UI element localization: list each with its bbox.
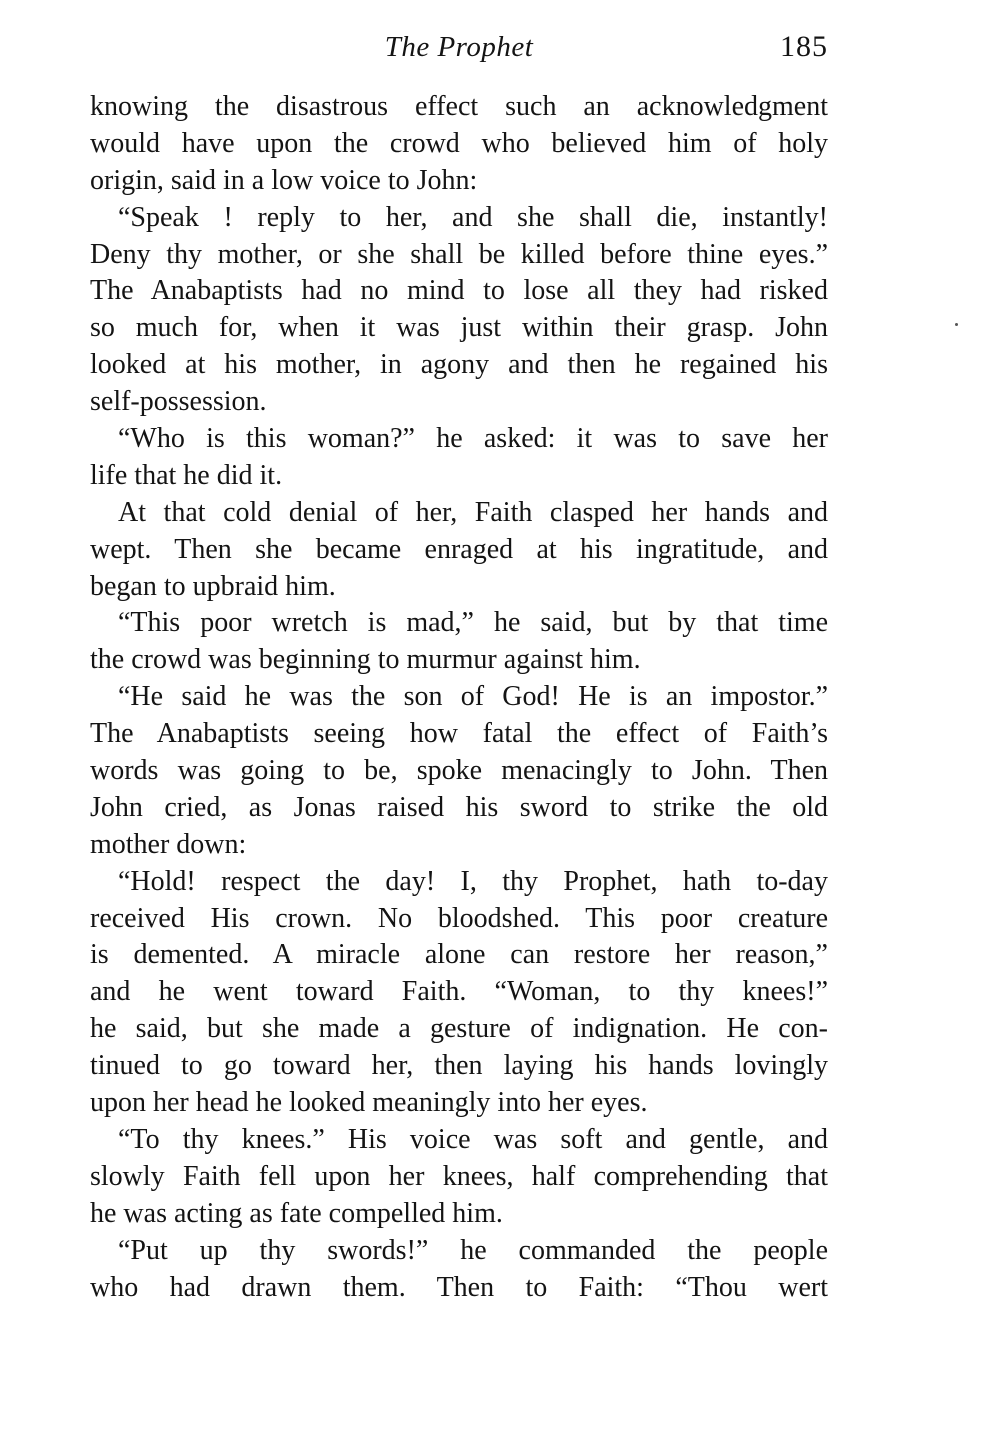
text-line: who had drawn them. Then to Faith: “Thou wert: [90, 1271, 828, 1303]
text-line: received His crown. No bloodshed. This poor creature: [90, 902, 828, 934]
text-line: looked at his mother, in agony and then he regained his: [90, 349, 828, 381]
text-line: knowing the disastrous effect such an acknowledgment: [90, 91, 828, 122]
text-line: self-possession.: [90, 386, 267, 418]
text-line: upon her head he looked meaningly into her eyes.: [90, 1087, 648, 1119]
text-line: wept. Then she became enraged at his ingratitude, and: [90, 533, 828, 565]
text-line: mother down:: [90, 828, 247, 860]
text-line: life that he did it.: [90, 459, 283, 491]
text-line: so much for, when it was just within their grasp. John: [90, 312, 828, 344]
scan-speck: [955, 323, 958, 326]
text-line: is demented. A miracle alone can restore her reason,”: [90, 939, 828, 971]
text-line: “Speak ! reply to her, and she shall die, instantly!: [118, 201, 828, 233]
text-line: “Hold! respect the day! I, thy Prophet, hath to-day: [118, 865, 828, 897]
text-line: he was acting as fate compelled him.: [90, 1197, 503, 1229]
text-line: The Anabaptists had no mind to lose all they had risked: [90, 275, 828, 307]
text-line: “To thy knees.” His voice was soft and gentle, and: [118, 1123, 828, 1155]
text-line: slowly Faith fell upon her knees, half comprehending that: [90, 1160, 828, 1192]
text-line: tinued to go toward her, then laying his hands lovingly: [90, 1050, 828, 1082]
body-text: [90, 89, 828, 1306]
text-line: “Put up thy swords!” he commanded the people: [118, 1234, 828, 1266]
text-line: Deny thy mother, or she shall be killed before thine eyes.”: [90, 238, 828, 270]
text-line: “Who is this woman?” he asked: it was to save her: [118, 423, 828, 455]
text-line: and he went toward Faith. “Woman, to thy knees!”: [90, 976, 828, 1008]
text-line: John cried, as Jonas raised his sword to strike the old: [90, 791, 828, 823]
text-line: “This poor wretch is mad,” he said, but by that time: [118, 607, 828, 639]
text-line: origin, said in a low voice to John:: [90, 164, 478, 196]
text-line: began to upbraid him.: [90, 570, 336, 602]
text-line: At that cold denial of her, Faith clasped her hands and: [118, 496, 828, 528]
text-line: words was going to be, spoke menacingly to John. Then: [90, 755, 828, 787]
page-number: 185: [780, 30, 828, 63]
running-head: [90, 30, 828, 70]
text-line: the crowd was beginning to murmur against him.: [90, 644, 641, 676]
text-line: “He said he was the son of God! He is an impostor.”: [118, 681, 828, 713]
running-title: The Prophet: [384, 31, 534, 63]
text-line: The Anabaptists seeing how fatal the effect of Faith’s: [90, 718, 828, 750]
text-line: would have upon the crowd who believed him of holy: [90, 127, 828, 159]
text-line: he said, but she made a gesture of indignation. He con-: [90, 1013, 828, 1045]
